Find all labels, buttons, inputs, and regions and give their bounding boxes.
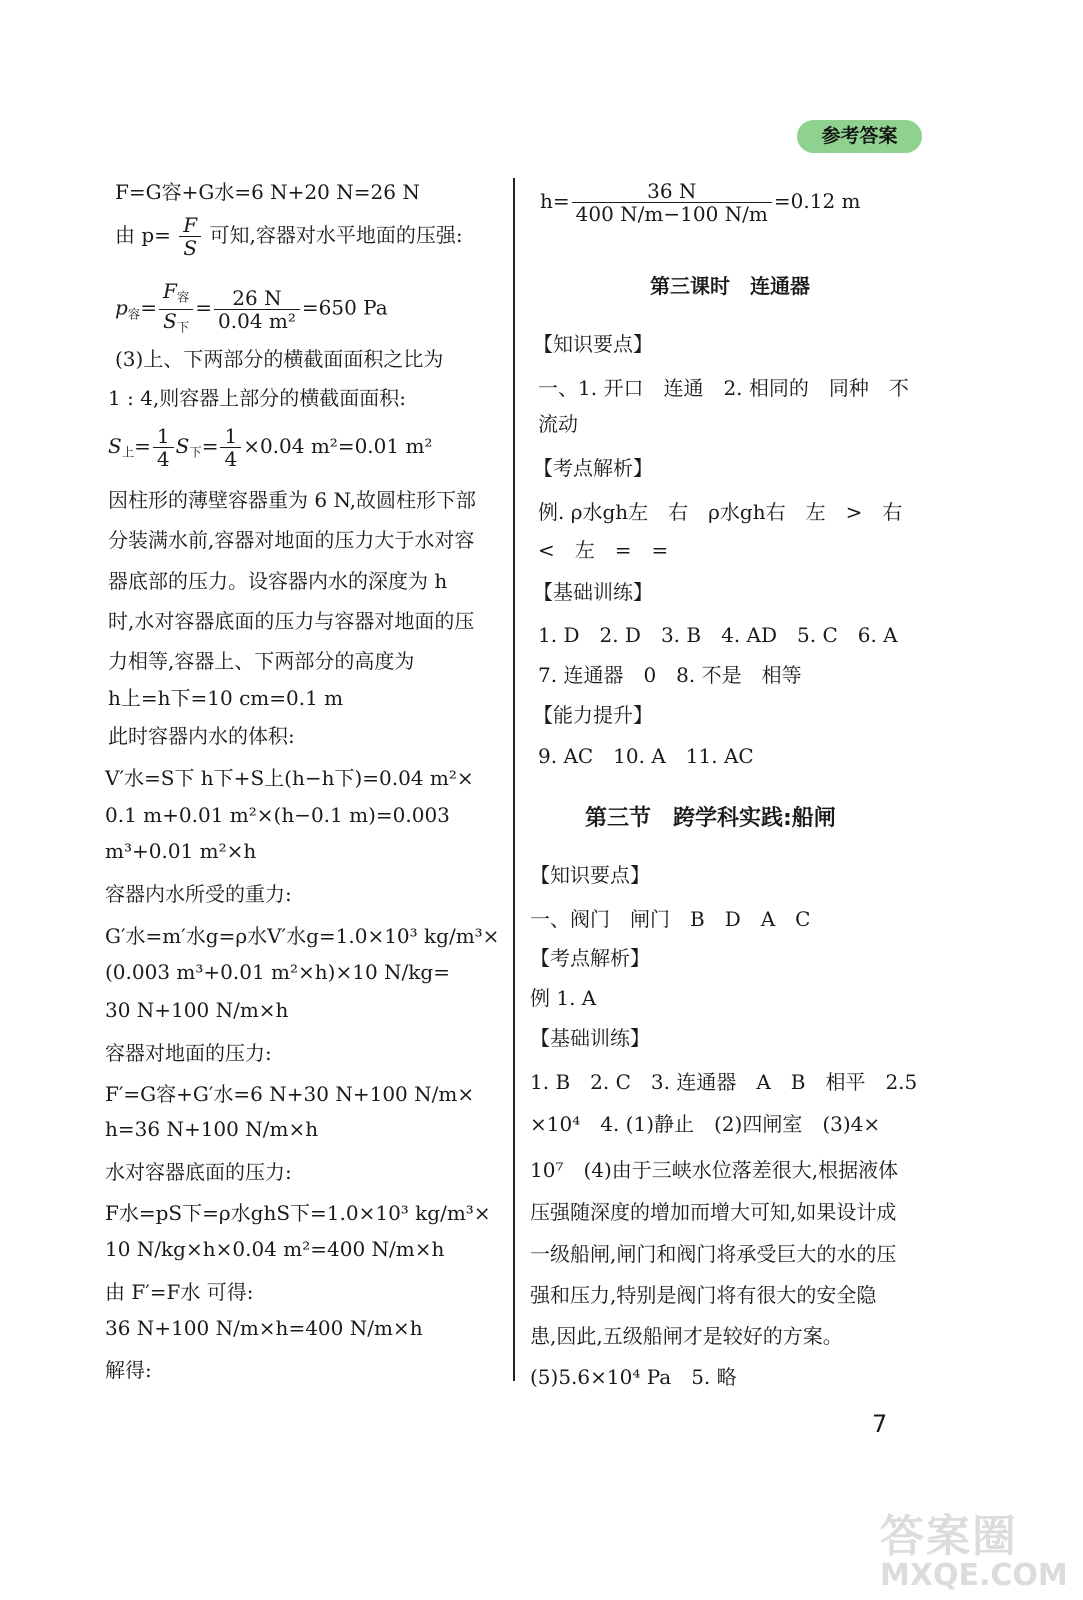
- frac-26N-area: $\frac{26 N}{\text{0.04 m²}}$: [214, 287, 300, 332]
- answer-key-badge: 参考答案: [797, 120, 922, 153]
- answer-k1b: 流动: [538, 412, 578, 436]
- answer-m3g: 患,因此,五级船闸才是较好的方案。: [530, 1324, 843, 1348]
- text-p4: 时,水对容器底面的压力与容器对地面的压: [108, 609, 475, 633]
- answer-k1a: 一、1. 开口 连通 2. 相同的 同种 不: [538, 376, 909, 400]
- pressure-formula-suffix: 可知,容器对水平地面的压强:: [209, 223, 463, 247]
- label-knowledge-points-2: 【知识要点】: [530, 863, 650, 887]
- label-knowledge-points: 【知识要点】: [533, 332, 653, 356]
- answer-m3d: 压强随深度的增加而增大可知,如果设计成: [530, 1200, 897, 1224]
- pressure-formula-line: [115, 214, 463, 259]
- text-p1: 因柱形的薄壁容器重为 6 N,故圆柱形下部: [108, 488, 477, 512]
- text-part3: (3)上、下两部分的横截面面积之比为: [115, 347, 444, 371]
- column-divider: [513, 178, 515, 1381]
- text-p21: 由 F′=F水 可得:: [105, 1280, 254, 1304]
- text-ratio: 1 : 4,则容器上部分的横截面面积:: [108, 386, 406, 410]
- label-analysis: 【考点解析】: [533, 456, 653, 480]
- text-p18: 水对容器底面的压力:: [105, 1160, 292, 1184]
- eq-gravity-2: (0.003 m³+0.01 m²×h)×10 N/kg=: [105, 960, 450, 984]
- eq-solve: 36 N+100 N/m×h=400 N/m×h: [105, 1316, 423, 1340]
- frac-F-over-S: $\frac{F}{S}$: [179, 214, 201, 259]
- text-p23: 解得:: [105, 1358, 152, 1382]
- label-analysis-2: 【考点解析】: [530, 946, 650, 970]
- eq-total-force: F=G容+G水=6 N+20 N=26 N: [115, 180, 420, 204]
- eq-force-ground-2: h=36 N+100 N/m×h: [105, 1117, 319, 1141]
- text-p7: 此时容器内水的体积:: [108, 724, 295, 748]
- eq-upper-area: $S_上=$ $\frac{1}{4}$ $S_下=$ $\frac{1}{4}$ ×0.04 m²=0.01 m²: [108, 424, 433, 471]
- pressure-formula-prefix: 由 p=: [115, 223, 171, 247]
- answer-m3e: 一级船闸,闸门和阀门将承受巨大的水的压: [530, 1242, 897, 1266]
- answer-k2a: 例. ρ水gh左 右 ρ水gh右 左 > 右: [538, 500, 903, 524]
- answer-m3f: 强和压力,特别是阀门将有很大的安全隐: [530, 1283, 877, 1307]
- text-p11: 容器内水所受的重力:: [105, 882, 292, 906]
- answer-m3b: ×10⁴ 4. (1)静止 (2)四闸室 (3)4×: [530, 1112, 881, 1136]
- answer-k4a: 9. AC 10. A 11. AC: [538, 744, 754, 768]
- answer-m1a: 一、阀门 闸门 B D A C: [530, 907, 811, 931]
- frac-force-area: $\frac{F_容}{S_下}$: [159, 280, 193, 338]
- label-ability: 【能力提升】: [533, 703, 653, 727]
- section-heading-connector: 第三课时 连通器: [650, 274, 810, 298]
- text-p15: 容器对地面的压力:: [105, 1041, 272, 1065]
- answer-k3a: 1. D 2. D 3. B 4. AD 5. C 6. A: [538, 623, 898, 647]
- eq-pressure-container: $p_容=$ $\frac{F_容}{S_下}$ = $\frac{26 N}{\text{0.04 m²}}$ =650 Pa: [115, 280, 388, 338]
- watermark-logo: 答案圈 MXQE.COM: [880, 1511, 1068, 1593]
- page-number: 7: [872, 1410, 888, 1438]
- eq-gravity-3: 30 N+100 N/m×h: [105, 998, 289, 1022]
- frac-h: $\frac{36 N}{400 N/m-100 N/m}$: [572, 180, 772, 225]
- eq-heights: h上=h下=10 cm=0.1 m: [108, 686, 344, 710]
- text-p3: 器底部的压力。设容器内水的深度为 h: [108, 569, 448, 593]
- eq-gravity-1: G′水=m′水g=ρ水V′水g=1.0×10³ kg/m³×: [105, 924, 500, 948]
- eq-volume-1: V′水=S下 h下+S上(h−h下)=0.04 m²×: [105, 766, 474, 790]
- answer-m2a: 例 1. A: [530, 986, 597, 1010]
- eq-volume-2: 0.1 m+0.01 m²×(h−0.1 m)=0.003: [105, 803, 450, 827]
- eq-force-ground-1: F′=G容+G′水=6 N+30 N+100 N/m×: [105, 1082, 475, 1106]
- answer-m3h: (5)5.6×10⁴ Pa 5. 略: [530, 1365, 737, 1389]
- eq-water-force-2: 10 N/kg×h×0.04 m²=400 N/m×h: [105, 1237, 445, 1261]
- section-heading-shiplock: 第三节 跨学科实践:船闸: [585, 806, 836, 831]
- text-p5: 力相等,容器上、下两部分的高度为: [108, 649, 415, 673]
- answer-k2b: < 左 = =: [538, 538, 669, 562]
- answer-m3a: 1. B 2. C 3. 连通器 A B 相平 2.5: [530, 1070, 918, 1094]
- text-p2: 分装满水前,容器对地面的压力大于水对容: [108, 528, 475, 552]
- label-basic-training: 【基础训练】: [533, 580, 653, 604]
- eq-volume-3: m³+0.01 m²×h: [105, 839, 257, 863]
- label-basic-training-2: 【基础训练】: [530, 1026, 650, 1050]
- answer-m3c: 10⁷ (4)由于三峡水位落差很大,根据液体: [530, 1158, 899, 1182]
- eq-water-force-1: F水=pS下=ρ水ghS下=1.0×10³ kg/m³×: [105, 1201, 491, 1225]
- eq-h-result: h= $\frac{36 N}{400 N/m-100 N/m}$ =0.12 m: [540, 179, 861, 226]
- answer-k3b: 7. 连通器 0 8. 不是 相等: [538, 663, 802, 687]
